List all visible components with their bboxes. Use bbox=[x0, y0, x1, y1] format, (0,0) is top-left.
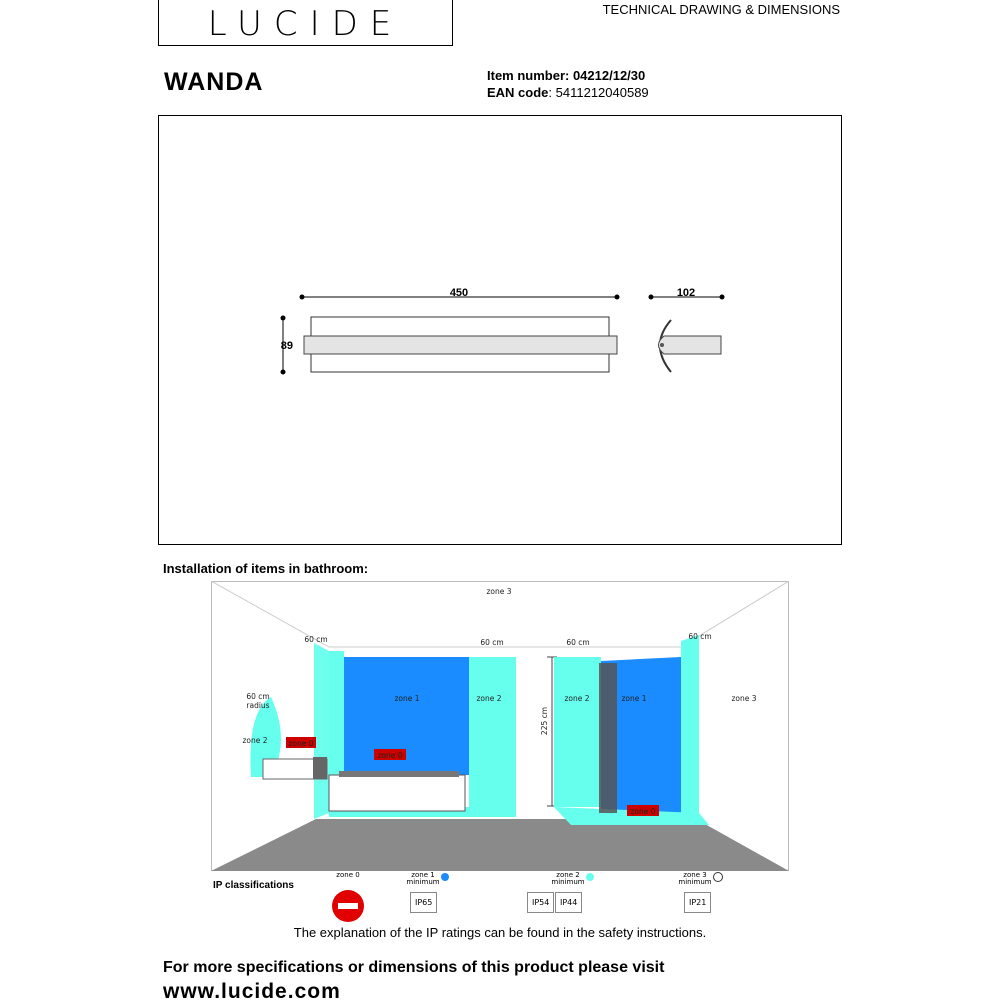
dimension-dot bbox=[720, 295, 725, 300]
ip-zone1-title bbox=[405, 872, 441, 886]
ean-line bbox=[487, 85, 649, 100]
dimension-dot bbox=[615, 295, 620, 300]
ip-zone3-name: zone 3 bbox=[683, 871, 707, 879]
height-label: 89 bbox=[280, 340, 293, 352]
dimension-dot bbox=[300, 295, 305, 300]
brand-logo bbox=[158, 0, 453, 46]
label-225cm: 225 cm bbox=[540, 706, 549, 736]
item-number-value: : 04212/12/30 bbox=[565, 68, 646, 83]
ip-zone1-name: zone 1 bbox=[411, 871, 435, 879]
website-link[interactable]: www.lucide.com bbox=[163, 980, 341, 1003]
ip-classifications-label: IP classifications bbox=[213, 880, 294, 891]
zone2-color-dot bbox=[586, 873, 594, 881]
item-number-line bbox=[487, 68, 645, 83]
item-number-label: Item number bbox=[487, 68, 566, 83]
length-label: 450 bbox=[449, 287, 469, 299]
dimension-dot bbox=[281, 316, 286, 321]
zone1-color-dot bbox=[441, 873, 449, 881]
label-zone3-top: zone 3 bbox=[486, 587, 512, 596]
label-zone3-right: zone 3 bbox=[731, 694, 757, 703]
label-zone2-left: zone 2 bbox=[476, 694, 502, 703]
bath-rim bbox=[339, 771, 459, 777]
pivot-dot bbox=[660, 343, 664, 347]
label-zone2-sink: zone 2 bbox=[242, 736, 268, 745]
label-zone1-left: zone 1 bbox=[394, 694, 420, 703]
logo-text: LUCIDE bbox=[207, 4, 404, 44]
label-zone0-sink: zone 0 bbox=[288, 739, 314, 748]
ip-zone2-title bbox=[550, 872, 586, 886]
label-60cm-a: 60 cm bbox=[304, 635, 328, 644]
label-radius: radius bbox=[246, 701, 270, 710]
bath-tub bbox=[329, 775, 465, 811]
ip-zone1-minimum: minimum bbox=[406, 878, 440, 886]
depth-label: 102 bbox=[676, 287, 696, 299]
product-name: WANDA bbox=[164, 68, 264, 96]
ip-ratings-note: The explanation of the IP ratings can be found in the safety instructions. bbox=[293, 925, 707, 940]
lamp-bar-front bbox=[304, 336, 617, 354]
ip54-box: IP54 bbox=[527, 892, 554, 913]
document-type: TECHNICAL DRAWING & DIMENSIONS bbox=[602, 2, 840, 17]
no-entry-icon bbox=[332, 890, 364, 922]
ip44-box: IP44 bbox=[555, 892, 582, 913]
zone2-shower-side bbox=[554, 657, 601, 807]
dimension-dot bbox=[281, 370, 286, 375]
label-zone1-right: zone 1 bbox=[621, 694, 647, 703]
footer-text: For more specifications or dimensions of this product please visit bbox=[163, 959, 665, 976]
ean-value: : 5411212040589 bbox=[548, 85, 649, 100]
ip-zone2-name: zone 2 bbox=[556, 871, 580, 879]
label-60cm-c: 60 cm bbox=[566, 638, 590, 647]
label-zone0-shower: zone 0 bbox=[630, 807, 656, 816]
ip-zone3-minimum: minimum bbox=[678, 878, 712, 886]
zone2-right-edge bbox=[681, 635, 699, 817]
ip-zone0-title: zone 0 bbox=[336, 871, 360, 879]
label-zone2-right: zone 2 bbox=[564, 694, 590, 703]
dimension-dot bbox=[649, 295, 654, 300]
ip-zone3-title bbox=[677, 872, 713, 886]
technical-drawing bbox=[159, 116, 843, 546]
lamp-side-bar bbox=[659, 336, 722, 354]
installation-heading: Installation of items in bathroom: bbox=[163, 561, 369, 576]
zone2-left-edge bbox=[314, 643, 329, 819]
label-zone0-bath: zone 0 bbox=[377, 751, 403, 760]
ip21-box: IP21 bbox=[684, 892, 711, 913]
zone2-bath-side bbox=[469, 657, 516, 807]
label-60cm-d: 60 cm bbox=[688, 632, 712, 641]
zone3-color-dot bbox=[713, 872, 723, 882]
ip-zone2-minimum: minimum bbox=[551, 878, 585, 886]
sink-cabinet-side bbox=[313, 757, 327, 779]
shower-glass-panel bbox=[599, 663, 617, 813]
technical-drawing-frame bbox=[158, 115, 842, 545]
bathroom-zones-diagram bbox=[211, 581, 789, 871]
ean-label: EAN code bbox=[487, 85, 549, 100]
zone1-bath-area bbox=[344, 657, 469, 775]
ip65-box: IP65 bbox=[410, 892, 437, 913]
label-60cm-b: 60 cm bbox=[480, 638, 504, 647]
label-60cm-radius: 60 cm bbox=[246, 692, 270, 701]
